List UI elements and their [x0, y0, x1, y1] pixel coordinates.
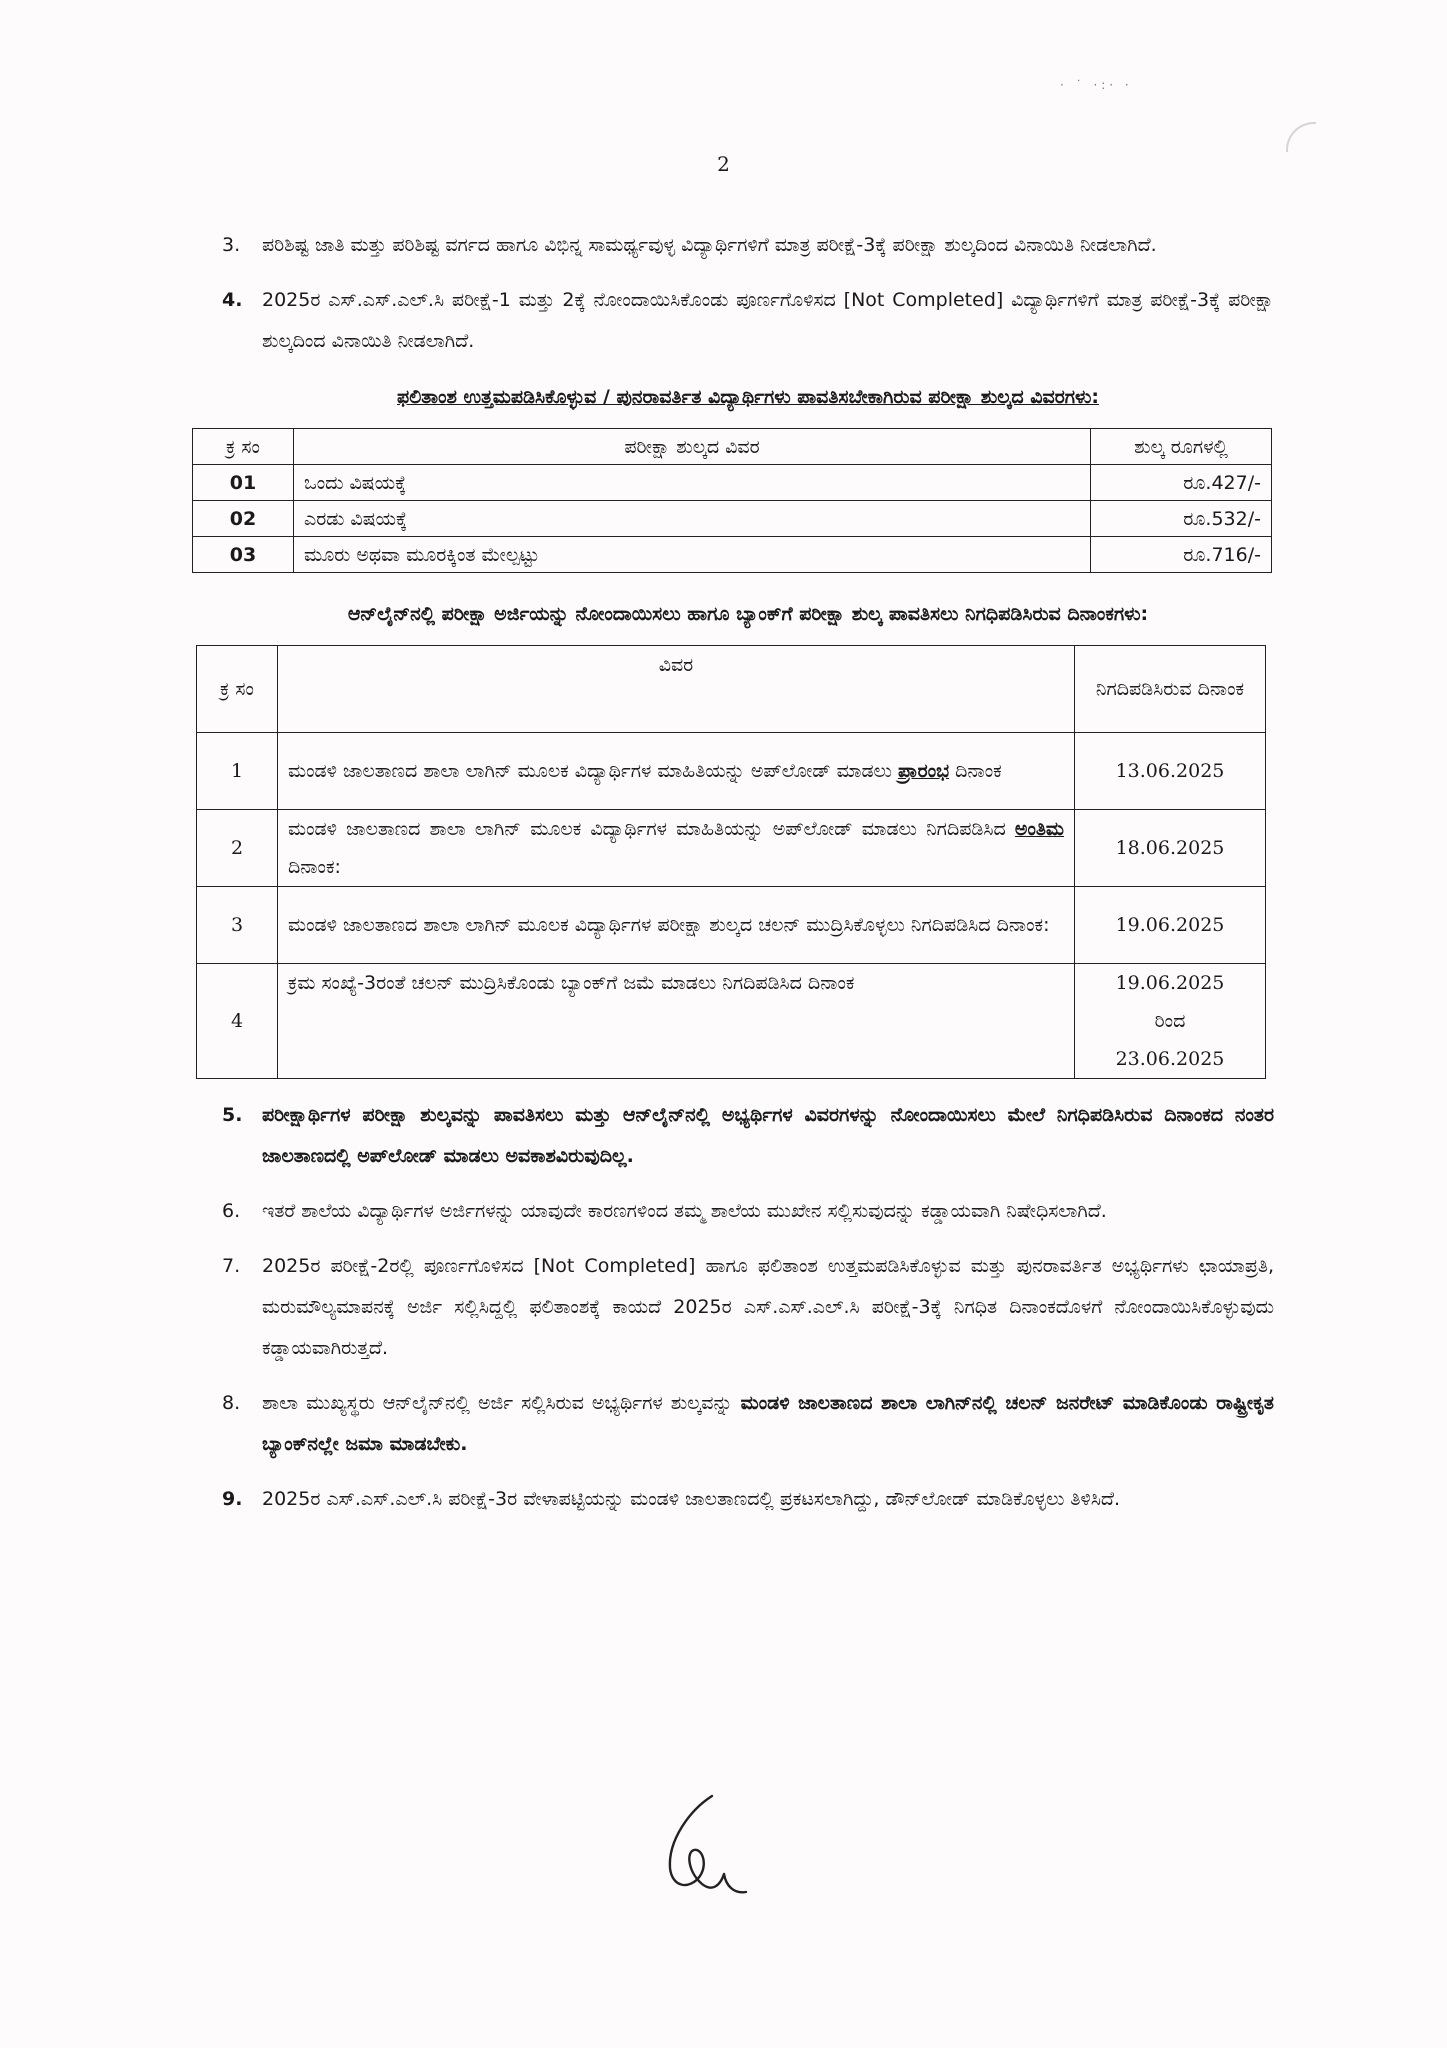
- date-table: [196, 645, 1266, 1079]
- cell-serial: 03: [193, 537, 294, 573]
- table-row: [193, 465, 1272, 501]
- cell-serial: 3: [197, 887, 278, 964]
- desc-emphasis: ಅಂತಿಮ: [1014, 818, 1064, 840]
- cell-description: ಒಂದು ವಿಷಯಕ್ಕೆ: [294, 465, 1091, 501]
- table-row: [197, 810, 1266, 887]
- date-from: 19.06.2025: [1115, 972, 1225, 994]
- item-text-bold: ಮಂಡಳಿ ಜಾಲತಾಣದ ಶಾಲಾ ಲಾಗಿನ್‌ನಲ್ಲಿ ಚಲನ್ ಜನರೇಟ್ ಮಾಡಿಕೊಂಡು ರಾಷ್ಟ್ರೀಕೃತ ಬ್ಯಾಂಕ್‌ನಲ್ಲೇ ಜಮಾ ಮಾಡಬೇಕು.: [262, 1392, 1274, 1455]
- header-description: ಪರೀಕ್ಷಾ ಶುಲ್ಕದ ವಿವರ: [294, 429, 1091, 465]
- cell-fee: ರೂ.532/-: [1091, 501, 1272, 537]
- cell-date: 18.06.2025: [1075, 810, 1266, 887]
- cell-serial: 4: [197, 964, 278, 1079]
- cell-serial: 01: [193, 465, 294, 501]
- date-joiner: ರಿಂದ: [1154, 1010, 1186, 1032]
- date-table-heading: ಆನ್‌ಲೈನ್‌ನಲ್ಲಿ ಪರೀಕ್ಷಾ ಅರ್ಜಿಯನ್ನು ನೋಂದಾಯಿಸಲು ಹಾಗೂ ಬ್ಯಾಂಕ್‌ಗೆ ಪರೀಕ್ಷಾ ಶುಲ್ಕ ಪಾವತಿಸಲು ನಿಗಧಿಪಡಿಸಿರುವ ದಿನಾಂಕಗಳು:: [347, 603, 1149, 625]
- item-text: 2025ರ ಪರೀಕ್ಷೆ-2ರಲ್ಲಿ ಪೂರ್ಣಗೊಳಿಸದ [Not Completed] ಹಾಗೂ ಫಲಿತಾಂಶ ಉತ್ತಮಪಡಿಸಿಕೊಳ್ಳುವ ಮತ್ತು ಪುನರಾವರ್ತಿತ ಅಭ್ಯರ್ಥಿಗಳು ಛಾಯಾಪ್ರತಿ, ಮರುಮೌಲ್ಯಮಾಪನಕ್ಕೆ ಅರ್ಜಿ ಸಲ್ಲಿಸಿದ್ದಲ್ಲಿ ಫಲಿತಾಂಶಕ್ಕೆ ಕಾಯದೆ 2025ರ ಎಸ್.ಎಸ್.ಎಲ್.ಸಿ ಪರೀಕ್ಷೆ-3ಕ್ಕೆ ನಿಗಧಿತ ದಿನಾಂಕದೊಳಗೆ ನೋಂದಾಯಿಸಿಕೊಳ್ಳುವುದು ಕಡ್ಡಾಯವಾಗಿರುತ್ತದೆ.: [262, 1255, 1274, 1359]
- item-text: ಇತರೆ ಶಾಲೆಯ ವಿದ್ಯಾರ್ಥಿಗಳ ಅರ್ಜಿಗಳನ್ನು ಯಾವುದೇ ಕಾರಣಗಳಿಂದ ತಮ್ಮ ಶಾಲೆಯ ಮುಖೇನ ಸಲ್ಲಿಸುವುದನ್ನು ಕಡ್ಡಾಯವಾಗಿ ನಿಷೇಧಿಸಲಾಗಿದೆ.: [262, 1200, 1107, 1222]
- header-description: ವಿವರ: [278, 646, 1075, 733]
- desc-text: ಮಂಡಳಿ ಜಾಲತಾಣದ ಶಾಲಾ ಲಾಗಿನ್ ಮೂಲಕ ವಿದ್ಯಾರ್ಥಿಗಳ ಮಾಹಿತಿಯನ್ನು ಅಪ್‌ಲೋಡ್ ಮಾಡಲು: [288, 760, 898, 782]
- list-item-3: [222, 225, 1274, 266]
- table-row: [197, 887, 1266, 964]
- item-number: 4.: [222, 289, 243, 311]
- cell-fee: ರೂ.716/-: [1091, 537, 1272, 573]
- cell-date-range: [1075, 964, 1266, 1079]
- cell-serial: 1: [197, 733, 278, 810]
- item-text: 2025ರ ಎಸ್.ಎಸ್.ಎಲ್.ಸಿ ಪರೀಕ್ಷೆ-1 ಮತ್ತು 2ಕ್ಕೆ ನೋಂದಾಯಿಸಿಕೊಂಡು ಪೂರ್ಣಗೊಳಿಸದ [Not Completed] ವಿದ್ಯಾರ್ಥಿಗಳಿಗೆ ಮಾತ್ರ ಪರೀಕ್ಷೆ-3ಕ್ಕೆ ಪರೀಕ್ಷಾ ಶುಲ್ಕದಿಂದ ವಿನಾಯಿತಿ ನೀಡಲಾಗಿದೆ.: [262, 289, 1274, 352]
- table-header-row: [193, 429, 1272, 465]
- table-header-row: [197, 646, 1266, 733]
- table-row: [197, 733, 1266, 810]
- item-text: ಪರಿಶಿಷ್ಟ ಜಾತಿ ಮತ್ತು ಪರಿಶಿಷ್ಟ ವರ್ಗದ ಹಾಗೂ ವಿಭಿನ್ನ ಸಾಮರ್ಥ್ಯವುಳ್ಳ ವಿದ್ಯಾರ್ಥಿಗಳಿಗೆ ಮಾತ್ರ ಪರೀಕ್ಷೆ-3ಕ್ಕೆ ಪರೀಕ್ಷಾ ಶುಲ್ಕದಿಂದ ವಿನಾಯಿತಿ ನೀಡಲಾಗಿದೆ.: [262, 234, 1157, 256]
- header-fee: ಶುಲ್ಕ ರೂಗಳಲ್ಲಿ: [1091, 429, 1272, 465]
- fee-table-heading: ಫಲಿತಾಂಶ ಉತ್ತಮಪಡಿಸಿಕೊಳ್ಳುವ / ಪುನರಾವರ್ತಿತ ವಿದ್ಯಾರ್ಥಿಗಳು ಪಾವತಿಸಬೇಕಾಗಿರುವ ಪರೀಕ್ಷಾ ಶುಲ್ಕದ ವಿವರಗಳು:: [397, 386, 1099, 408]
- cell-description: [278, 810, 1075, 887]
- cell-description: ಕ್ರಮ ಸಂಖ್ಯೆ-3ರಂತೆ ಚಲನ್ ಮುದ್ರಿಸಿಕೊಂಡು ಬ್ಯಾಂಕ್‌ಗೆ ಜಮೆ ಮಾಡಲು ನಿಗದಿಪಡಿಸಿದ ದಿನಾಂಕ: [278, 964, 1075, 1079]
- item-number: 6.: [222, 1200, 241, 1222]
- desc-emphasis: ಪ್ರಾರಂಭ: [897, 760, 950, 782]
- cell-description: [278, 733, 1075, 810]
- item-number: 9.: [222, 1488, 243, 1510]
- item-number: 5.: [222, 1104, 243, 1126]
- item-number: 7.: [222, 1255, 241, 1277]
- date-to: 23.06.2025: [1115, 1048, 1225, 1070]
- header-date: ನಿಗದಿಪಡಿಸಿರುವ ದಿನಾಂಕ: [1075, 646, 1266, 733]
- list-item-4: [222, 280, 1274, 362]
- cell-description: ಮೂರು ಅಥವಾ ಮೂರಕ್ಕಿಂತ ಮೇಲ್ಪಟ್ಟು: [294, 537, 1091, 573]
- header-serial: ಕ್ರ ಸಂ: [197, 646, 278, 733]
- list-item-7: [222, 1246, 1274, 1369]
- scan-artifact-corner: [1286, 122, 1316, 152]
- item-number: 3.: [222, 234, 241, 256]
- list-item-5: [222, 1095, 1274, 1177]
- cell-description: ಮಂಡಳಿ ಜಾಲತಾಣದ ಶಾಲಾ ಲಾಗಿನ್ ಮೂಲಕ ವಿದ್ಯಾರ್ಥಿಗಳ ಪರೀಕ್ಷಾ ಶುಲ್ಕದ ಚಲನ್ ಮುದ್ರಿಸಿಕೊಳ್ಳಲು ನಿಗದಿಪಡಿಸಿದ ದಿನಾಂಕ:: [278, 887, 1075, 964]
- item-number: 8.: [222, 1392, 241, 1414]
- fee-table: [192, 428, 1272, 573]
- cell-date: 13.06.2025: [1075, 733, 1266, 810]
- document-body: [222, 225, 1274, 1534]
- list-item-8: [222, 1383, 1274, 1465]
- handwritten-signature: [650, 1790, 750, 1900]
- cell-description: ಎರಡು ವಿಷಯಕ್ಕೆ: [294, 501, 1091, 537]
- item-text: 2025ರ ಎಸ್.ಎಸ್.ಎಲ್.ಸಿ ಪರೀಕ್ಷೆ-3ರ ವೇಳಾಪಟ್ಟಿಯನ್ನು ಮಂಡಳಿ ಜಾಲತಾಣದಲ್ಲಿ ಪ್ರಕಟಸಲಾಗಿದ್ದು, ಡೌನ್‌ಲೋಡ್ ಮಾಡಿಕೊಳ್ಳಲು ತಿಳಿಸಿದೆ.: [262, 1488, 1121, 1510]
- desc-text: ಮಂಡಳಿ ಜಾಲತಾಣದ ಶಾಲಾ ಲಾಗಿನ್ ಮೂಲಕ ವಿದ್ಯಾರ್ಥಿಗಳ ಮಾಹಿತಿಯನ್ನು ಅಪ್‌ಲೋಡ್ ಮಾಡಲು ನಿಗದಿಪಡಿಸಿದ: [288, 818, 1015, 840]
- table-row: [197, 964, 1266, 1079]
- item-text: ಪರೀಕ್ಷಾರ್ಥಿಗಳ ಪರೀಕ್ಷಾ ಶುಲ್ಕವನ್ನು ಪಾವತಿಸಲು ಮತ್ತು ಆನ್‌ಲೈನ್‌ನಲ್ಲಿ ಅಭ್ಯರ್ಥಿಗಳ ವಿವರಗಳನ್ನು ನೋಂದಾಯಿಸಲು ಮೇಲೆ ನಿಗಧಿಪಡಿಸಿರುವ ದಿನಾಂಕದ ನಂತರ ಜಾಲತಾಣದಲ್ಲಿ ಅಪ್‌ಲೋಡ್ ಮಾಡಲು ಅವಕಾಶವಿರುವುದಿಲ್ಲ.: [262, 1104, 1274, 1167]
- desc-text: ದಿನಾಂಕ:: [288, 856, 341, 878]
- desc-text: ದಿನಾಂಕ: [949, 760, 1002, 782]
- list-item-6: [222, 1191, 1274, 1232]
- page-number: 2: [717, 152, 730, 176]
- item-text: [262, 1383, 1274, 1465]
- table-row: [193, 501, 1272, 537]
- cell-date: 19.06.2025: [1075, 887, 1266, 964]
- cell-serial: 2: [197, 810, 278, 887]
- header-serial: ಕ್ರ ಸಂ: [193, 429, 294, 465]
- scan-artifact: · ˙ ·:· ·: [1060, 78, 1133, 92]
- cell-serial: 02: [193, 501, 294, 537]
- list-item-9: [222, 1479, 1274, 1520]
- item-text-plain: ಶಾಲಾ ಮುಖ್ಯಸ್ಥರು ಆನ್‌ಲೈನ್‌ನಲ್ಲಿ ಅರ್ಜಿ ಸಲ್ಲಿಸಿರುವ ಅಭ್ಯರ್ಥಿಗಳ ಶುಲ್ಕವನ್ನು: [262, 1392, 741, 1414]
- cell-fee: ರೂ.427/-: [1091, 465, 1272, 501]
- table-row: [193, 537, 1272, 573]
